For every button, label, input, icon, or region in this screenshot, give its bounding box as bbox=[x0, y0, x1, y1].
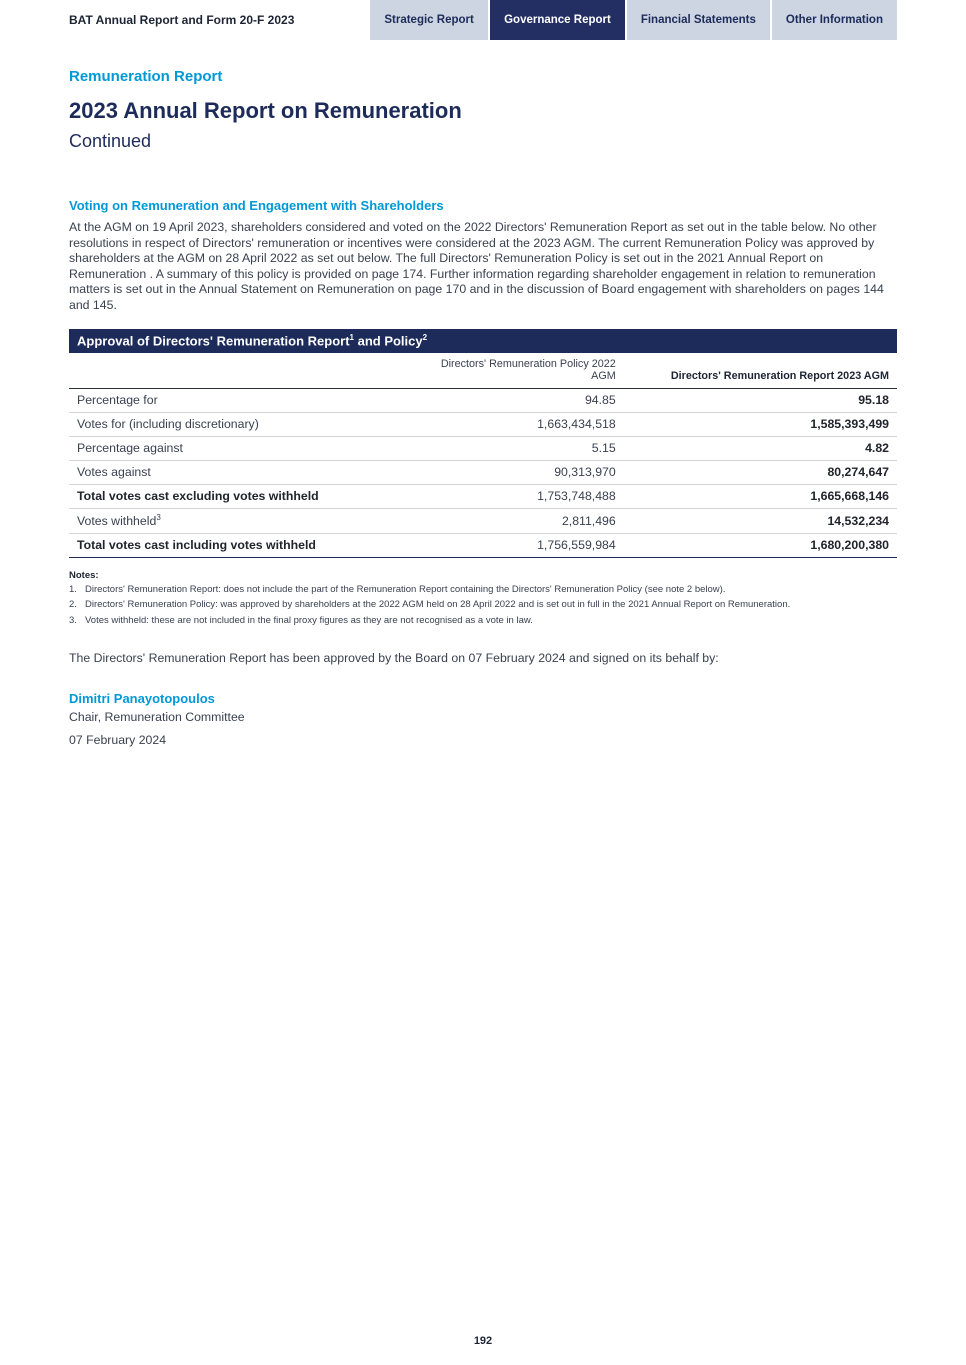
tab-financial-statements[interactable]: Financial Statements bbox=[627, 0, 770, 40]
note-3 bbox=[69, 614, 897, 627]
policy-value: 5.15 bbox=[408, 436, 623, 460]
table-row bbox=[69, 412, 897, 436]
board-approval-text: The Directors' Remuneration Report has been approved by the Board on 07 February 2024 and signed on its behalf by: bbox=[69, 650, 719, 665]
row-label: Total votes cast excluding votes withheld bbox=[69, 484, 408, 508]
table-row-total-including bbox=[69, 534, 897, 558]
table-row bbox=[69, 436, 897, 460]
section-label: Remuneration Report bbox=[69, 68, 223, 85]
report-value: 1,680,200,380 bbox=[624, 534, 897, 558]
signatory-role: Chair, Remuneration Committee bbox=[69, 709, 245, 724]
report-value: 95.18 bbox=[624, 388, 897, 412]
policy-value: 2,811,496 bbox=[408, 508, 623, 533]
table-row bbox=[69, 508, 897, 533]
policy-value: 1,753,748,488 bbox=[408, 484, 623, 508]
policy-value: 1,756,559,984 bbox=[408, 534, 623, 558]
report-header bbox=[0, 0, 966, 40]
table-title-footnote-1: 1 bbox=[349, 332, 354, 342]
row-label bbox=[69, 508, 408, 533]
section-tabs bbox=[370, 0, 897, 40]
voting-section-body: At the AGM on 19 April 2023, shareholders considered and voted on the 2022 Directors' Remuneration Report as set out in the table below. No other resolutions in respect of Directors' remuneration or incentives were considered at the 2023 AGM. The current Remuneration Policy was approved by shareholders at the AGM on 28 April 2022 as set out below. The full Directors' Remuneration Policy is set out in the 2021 Annual Report on Remuneration . A summary of this policy is provided on page 174. Further information regarding shareholder engagement in relation to remuneration matters is set out in the Annual Statement on Remuneration on page 170 and in the discussion of Board engagement with shareholders on pages 144 and 145. bbox=[69, 220, 884, 313]
column-header-empty bbox=[69, 353, 408, 389]
policy-value: 1,663,434,518 bbox=[408, 412, 623, 436]
row-label: Percentage for bbox=[69, 388, 408, 412]
tab-strategic-report[interactable]: Strategic Report bbox=[370, 0, 488, 40]
page-content bbox=[0, 68, 966, 747]
report-value: 1,585,393,499 bbox=[624, 412, 897, 436]
table-row bbox=[69, 388, 897, 412]
row-label: Total votes cast including votes withheld bbox=[69, 534, 408, 558]
row-label-text: Votes withheld bbox=[77, 514, 157, 529]
report-value: 14,532,234 bbox=[624, 508, 897, 533]
table-title-bar bbox=[69, 329, 897, 353]
page-number: 192 bbox=[473, 1335, 493, 1347]
page-title: 2023 Annual Report on Remuneration bbox=[69, 98, 462, 123]
row-label: Votes against bbox=[69, 460, 408, 484]
report-value: 4.82 bbox=[624, 436, 897, 460]
signatory-name: Dimitri Panayotopoulos bbox=[69, 690, 215, 706]
note-text: Votes withheld: these are not included in the final proxy figures as they are not recognised as a vote in law. bbox=[85, 614, 533, 626]
note-number: 1. bbox=[69, 584, 77, 596]
note-1 bbox=[69, 583, 897, 596]
report-value: 1,665,668,146 bbox=[624, 484, 897, 508]
report-title: BAT Annual Report and Form 20-F 2023 bbox=[69, 13, 295, 27]
note-number: 3. bbox=[69, 614, 77, 626]
note-2 bbox=[69, 598, 897, 611]
policy-value: 90,313,970 bbox=[408, 460, 623, 484]
row-label: Percentage against bbox=[69, 436, 408, 460]
votes-table bbox=[69, 353, 897, 558]
voting-section-heading: Voting on Remuneration and Engagement with Shareholders bbox=[69, 198, 444, 213]
signature-date: 07 February 2024 bbox=[69, 732, 167, 747]
report-value: 80,274,647 bbox=[624, 460, 897, 484]
policy-value: 94.85 bbox=[408, 388, 623, 412]
table-row-total-excluding bbox=[69, 484, 897, 508]
table-title-text: Approval of Directors' Remuneration Report bbox=[77, 332, 350, 348]
table-header-row bbox=[69, 353, 897, 389]
row-label: Votes for (including discretionary) bbox=[69, 412, 408, 436]
signature-block bbox=[69, 691, 897, 747]
row-footnote-3: 3 bbox=[156, 512, 161, 522]
page-subtitle: Continued bbox=[69, 131, 152, 151]
note-text: Directors' Remuneration Policy: was approved by shareholders at the 2022 AGM held on 28 April 2022 and is set out in full in the 2021 Annual Report on Remuneration. bbox=[85, 599, 791, 611]
notes-section bbox=[69, 570, 897, 627]
table-title-text-2: and Policy bbox=[353, 332, 423, 348]
tab-other-information[interactable]: Other Information bbox=[772, 0, 897, 40]
note-number: 2. bbox=[69, 599, 77, 611]
column-header-policy-2022: Directors' Remuneration Policy 2022 AGM bbox=[408, 353, 623, 389]
table-title-footnote-2: 2 bbox=[422, 332, 428, 342]
table-row bbox=[69, 460, 897, 484]
column-header-report-2023: Directors' Remuneration Report 2023 AGM bbox=[624, 353, 897, 389]
tab-governance-report[interactable]: Governance Report bbox=[490, 0, 625, 40]
note-text: Directors' Remuneration Report: does not include the part of the Remuneration Report containing the Directors' Remuneration Policy (see note 2 below). bbox=[85, 584, 726, 596]
notes-heading: Notes: bbox=[69, 570, 99, 582]
